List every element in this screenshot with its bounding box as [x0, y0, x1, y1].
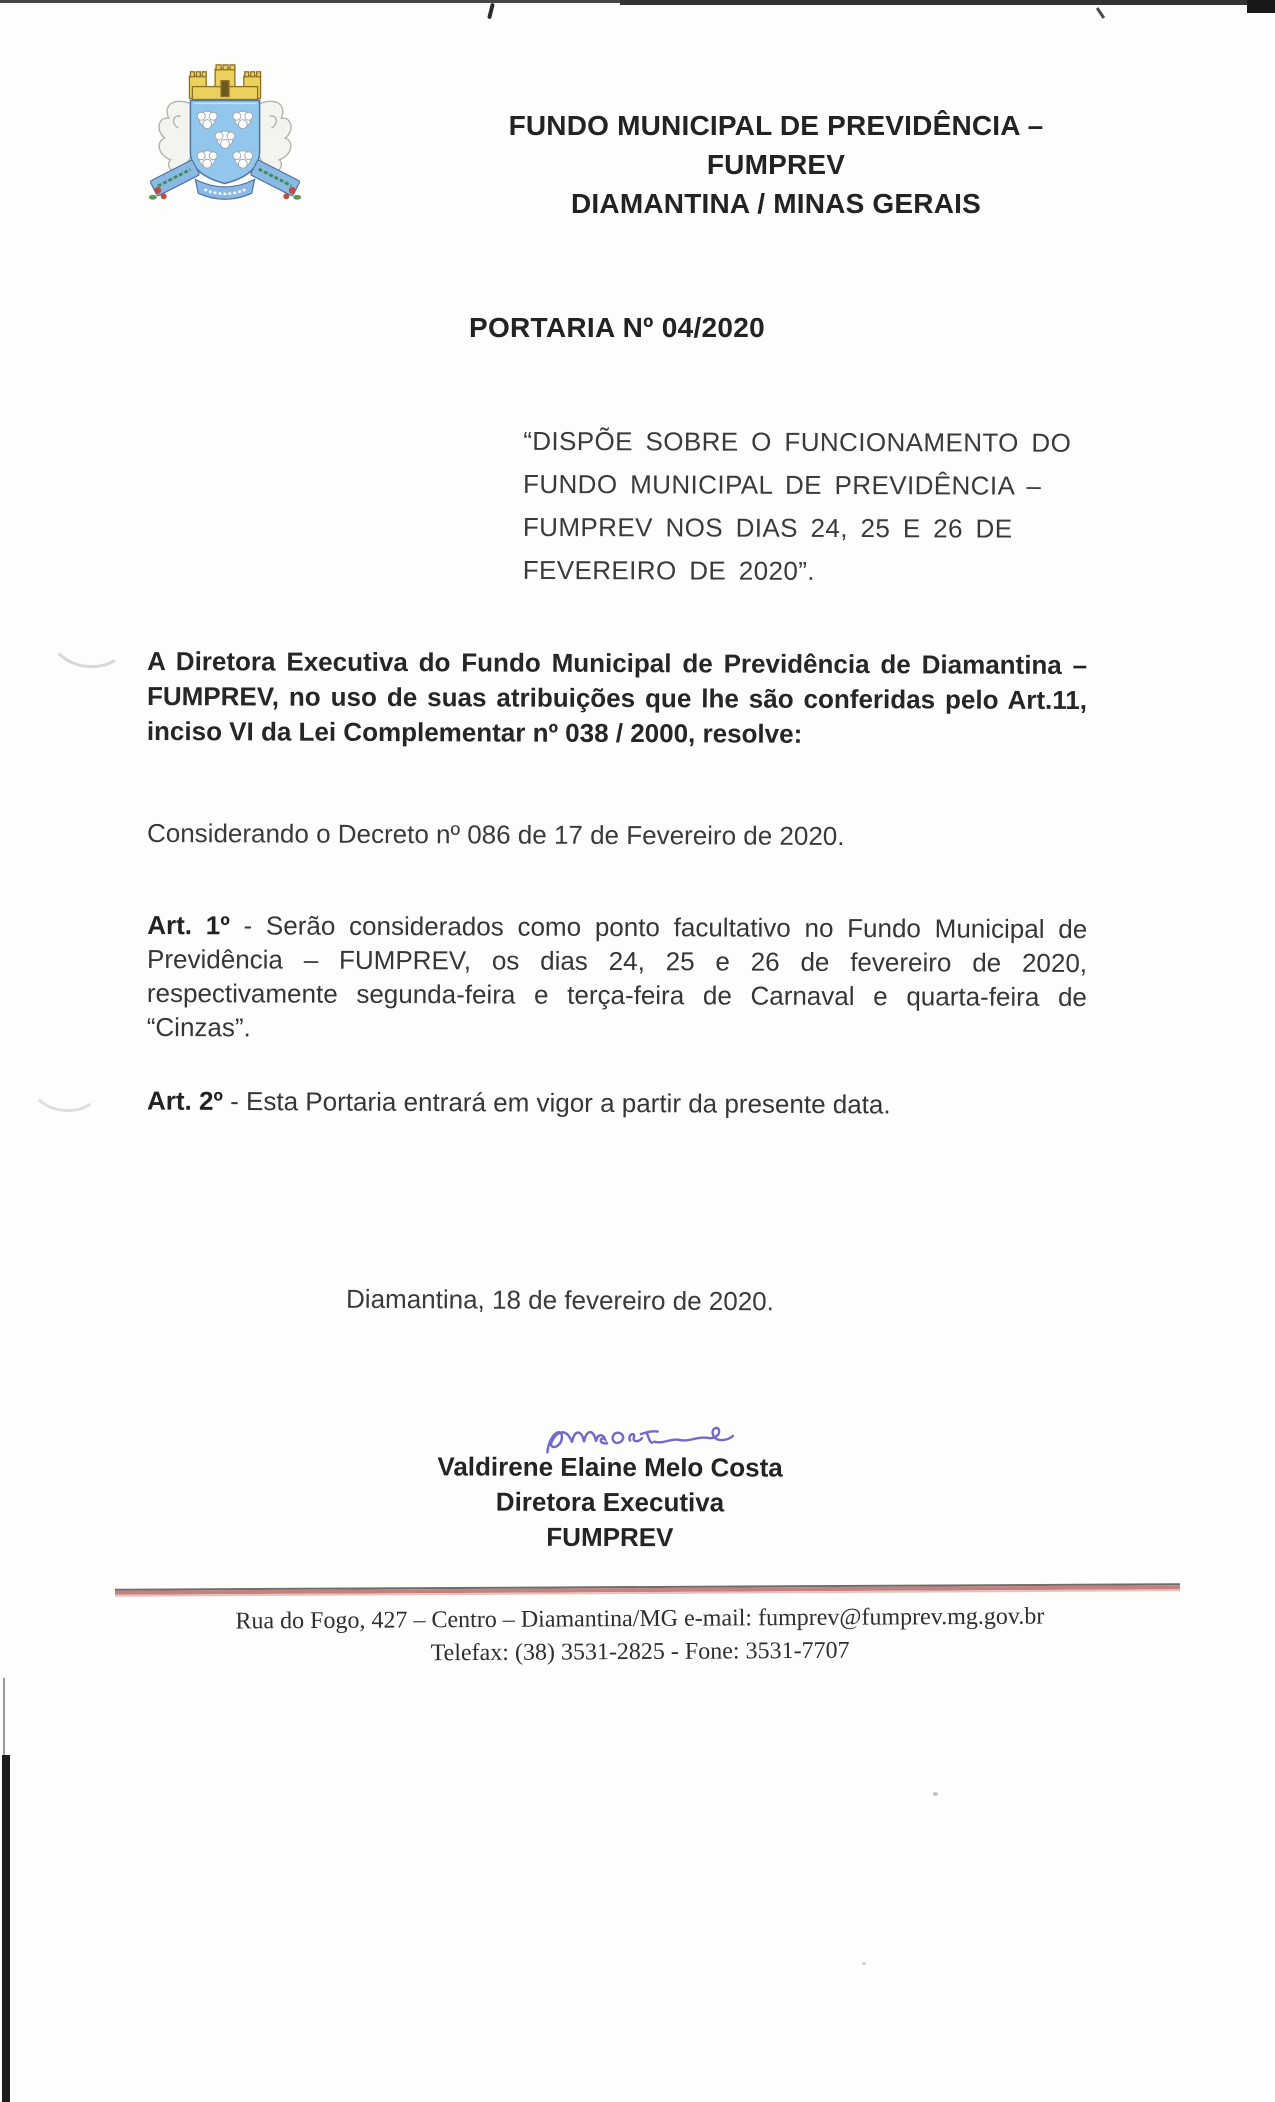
- scan-arc-artifact: [28, 1055, 104, 1115]
- dateline: Diamantina, 18 de fevereiro de 2020.: [345, 1283, 775, 1317]
- org-name-line2: FUMPREV: [706, 149, 846, 180]
- footer-rule: [115, 1583, 1180, 1597]
- signatory-role: Diretora Executiva: [495, 1486, 725, 1518]
- coat-of-arms-icon: [141, 58, 309, 218]
- signatory-name: Valdirene Elaine Melo Costa: [437, 1451, 783, 1483]
- org-location: DIAMANTINA / MINAS GERAIS: [571, 188, 981, 219]
- scan-speck: [862, 1962, 866, 1965]
- article-1: [147, 908, 1088, 1048]
- epigraph-quote: “DISPÕE SOBRE O FUNCIONAMENTO DO FUNDO MUNICIPAL DE PREVIDÊNCIA – FUMPREV NOS DIAS 24, 25 E 26 DE FEVEREIRO DE 2020”.: [522, 425, 1072, 586]
- scan-speck: [933, 1792, 938, 1796]
- considering-clause: Considerando o Decreto nº 086 de 17 de Fevereiro de 2020.: [146, 817, 845, 851]
- signatory-org: FUMPREV: [546, 1521, 674, 1553]
- scan-corner-mark: [1247, 0, 1275, 13]
- article-2: [147, 1086, 1087, 1122]
- document-title: PORTARIA Nº 04/2020: [468, 312, 766, 343]
- signature-block: [330, 1449, 890, 1556]
- article-2-label: Art. 2º: [146, 1085, 224, 1116]
- footer-phone-line: Telefax: (38) 3531-2825 - Fone: 3531-7707: [430, 1637, 850, 1667]
- org-header: [470, 106, 1082, 223]
- scan-edge-line-top-right: [620, 0, 1275, 5]
- article-1-label: Art. 1º: [147, 909, 230, 941]
- org-name-line1: FUNDO MUNICIPAL DE PREVIDÊNCIA –: [508, 110, 1044, 141]
- footer: [110, 1600, 1170, 1672]
- scan-edge-line-left-light: [3, 1678, 5, 1758]
- scan-edge-line-left-dark: [2, 1755, 10, 2102]
- scan-speck-mark: [1096, 7, 1105, 19]
- footer-address-line: Rua do Fogo, 427 – Centro – Diamantina/MG e-mail: fumprev@fumprev.mg.gov.br: [235, 1603, 1045, 1635]
- preamble-paragraph: A Diretora Executiva do Fundo Municipal de Previdência de Diamantina – FUMPREV, no uso de suas atribuições que lhe são conferidas pelo Art.11, inciso VI da Lei Complementar nº 038 / 2000, resolve:: [146, 645, 1088, 749]
- scan-arc-artifact: [47, 605, 131, 672]
- article-2-text: - Esta Portaria entrará em vigor a partir da presente data.: [222, 1085, 891, 1120]
- scan-speck-mark: [487, 3, 495, 19]
- article-1-text: - Serão considerados como ponto facultativo no Fundo Municipal de Previdência – FUMPREV, os dias 24, 25 e 26 de fevereiro de 2020, respectivamente segunda-feira e terça-feira de Carnaval e quarta-feira de “Cinzas”.: [146, 910, 1088, 1043]
